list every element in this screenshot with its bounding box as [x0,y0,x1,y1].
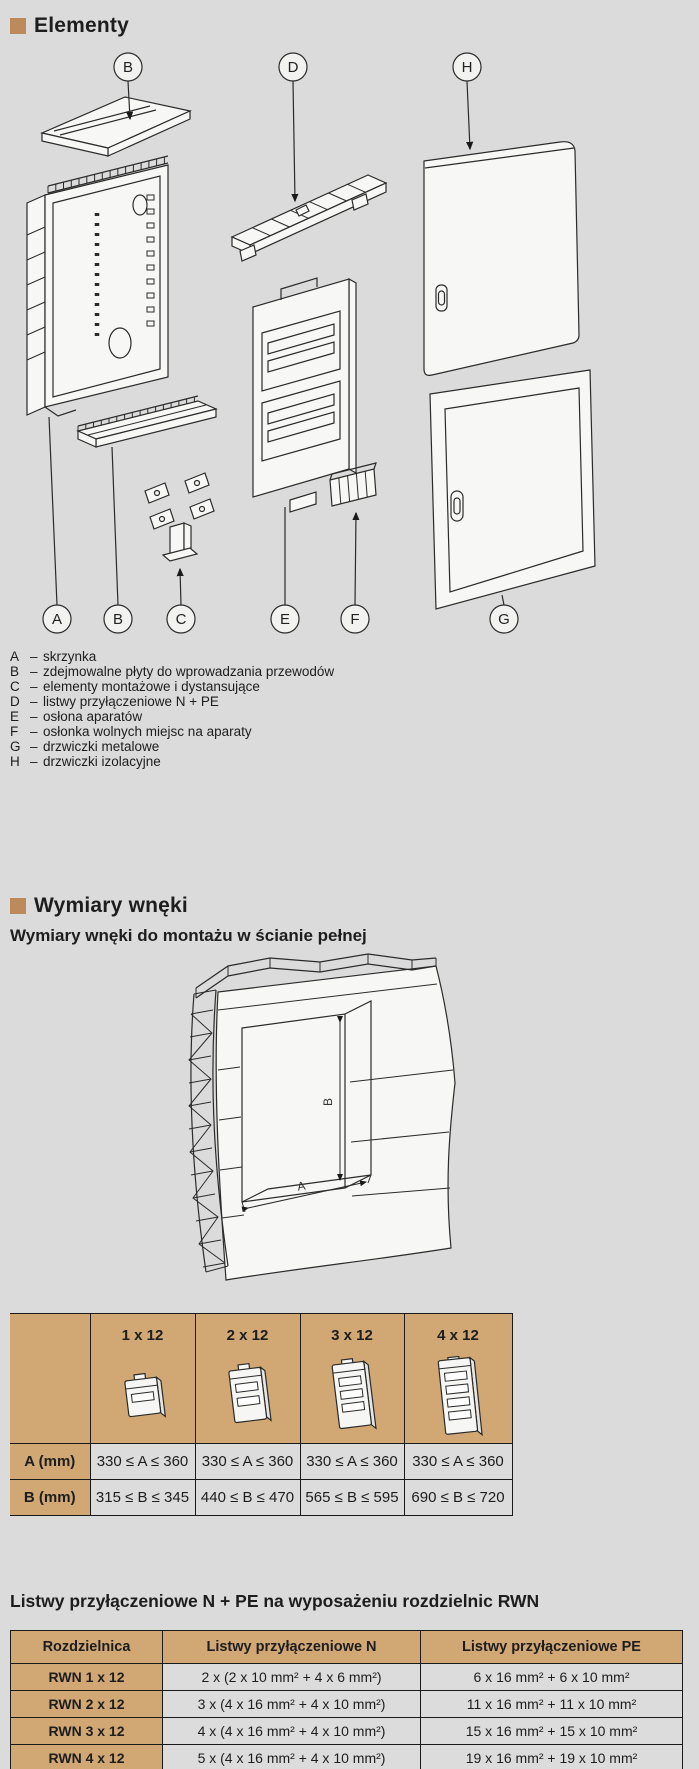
cell: 19 x 16 mm² + 19 x 10 mm² [421,1745,683,1769]
part-a-enclosure [27,156,168,416]
callout-bottom-a [43,417,71,633]
legend-item: A – skrzynka [10,649,97,664]
cabinet-icon-2x12 [215,1357,281,1437]
svg-text:B: B [321,1097,335,1107]
legend-item: B – zdejmowalne płyty do wprowadzania przewodów [10,664,335,679]
svg-text:F: F [350,611,360,628]
part-b-bottom-plate [78,396,216,447]
col-header: 1 x 12 [90,1314,195,1357]
part-g-metal-door [430,370,595,609]
legend-item: C – elementy montażowe i dystansujące [10,679,260,694]
legend-item: E – osłona aparatów [10,709,143,724]
callout-bottom-e [271,507,299,633]
cell: 11 x 16 mm² + 11 x 10 mm² [421,1691,683,1718]
section-dimensions-title: Wymiary wnęki [34,894,188,917]
callout-bottom-c [167,569,195,633]
col-header: 4 x 12 [404,1314,512,1357]
cell: 315 ≤ B ≤ 345 [90,1480,195,1516]
terminal-strips-table [10,1630,683,1769]
part-b-top-plate [42,97,190,156]
table-row [11,1745,683,1769]
legend-item: D – listwy przyłączeniowe N + PE [10,694,219,709]
table-row [11,1691,683,1718]
col-header: Listwy przyłączeniowe PE [421,1631,683,1664]
legend-item: G – drzwiczki metalowe [10,739,160,754]
svg-text:E: E [279,611,291,628]
wall-niche-diagram [0,950,699,1290]
part-h-insulated-door [424,142,579,376]
callout-bottom-g [490,595,518,633]
section-bullet-icon [10,898,26,914]
strips-section-title: Listwy przyłączeniowe N + PE na wyposażeniu rozdzielnic RWN [10,1591,540,1611]
svg-text:A: A [296,1178,307,1194]
section-dimensions-subtitle: Wymiary wnęki do montażu w ścianie pełnej [10,926,367,945]
section-elements-header [10,14,129,38]
cell: 440 ≤ B ≤ 470 [195,1480,300,1516]
corner-cell [10,1314,90,1357]
section-dimensions-header [10,894,188,918]
col-header: 3 x 12 [300,1314,404,1357]
callout-bottom-f [341,513,369,633]
cell: 330 ≤ A ≤ 360 [90,1444,195,1480]
empty-cell [10,1356,90,1444]
cell: 2 x (2 x 10 mm² + 4 x 6 mm²) [163,1664,421,1691]
cell: 4 x (4 x 16 mm² + 4 x 10 mm²) [163,1718,421,1745]
row-label: RWN 3 x 12 [11,1718,163,1745]
col-header: Listwy przyłączeniowe N [163,1631,421,1664]
part-c-mounting-elements [145,473,214,561]
page-title: Elementy [34,14,129,37]
callout-top-d [279,53,307,201]
wall-drawing [189,954,455,1280]
legend-item: F – osłonka wolnych miejsc na aparaty [10,724,252,739]
exploded-diagram [0,45,699,645]
cabinet-icon-3x12 [319,1357,385,1437]
callout-top-h [453,53,481,149]
row-label: RWN 2 x 12 [11,1691,163,1718]
cell: 330 ≤ A ≤ 360 [195,1444,300,1480]
row-label: A (mm) [10,1444,90,1480]
col-header: Rozdzielnica [11,1631,163,1664]
legend-item: H – drzwiczki izolacyjne [10,754,161,769]
cell: 5 x (4 x 16 mm² + 4 x 10 mm²) [163,1745,421,1769]
svg-text:B: B [122,59,134,76]
row-label: B (mm) [10,1480,90,1516]
cell: 330 ≤ A ≤ 360 [404,1444,512,1480]
cell: 565 ≤ B ≤ 595 [300,1480,404,1516]
cell: 330 ≤ A ≤ 360 [300,1444,404,1480]
row-label: RWN 4 x 12 [11,1745,163,1769]
cell: 6 x 16 mm² + 6 x 10 mm² [421,1664,683,1691]
niche-dimensions-table [10,1313,513,1516]
part-d-terminal-strip [232,175,386,261]
col-header: 2 x 12 [195,1314,300,1357]
cabinet-icon-1x12 [110,1357,176,1437]
svg-text:B: B [112,611,124,628]
row-label: RWN 1 x 12 [11,1664,163,1691]
svg-text:D: D [287,59,299,76]
svg-text:C: C [175,611,187,628]
svg-text:G: G [498,611,510,628]
cell: 15 x 16 mm² + 15 x 10 mm² [421,1718,683,1745]
cell: 690 ≤ B ≤ 720 [404,1480,512,1516]
callout-bottom-b [104,447,132,633]
section-bullet-icon [10,18,26,34]
cabinet-icon-4x12 [425,1356,491,1438]
cell: 3 x (4 x 16 mm² + 4 x 10 mm²) [163,1691,421,1718]
table-row [11,1718,683,1745]
svg-text:H: H [461,59,473,76]
table-row [11,1664,683,1691]
svg-text:A: A [51,611,63,628]
elements-legend [10,649,334,769]
